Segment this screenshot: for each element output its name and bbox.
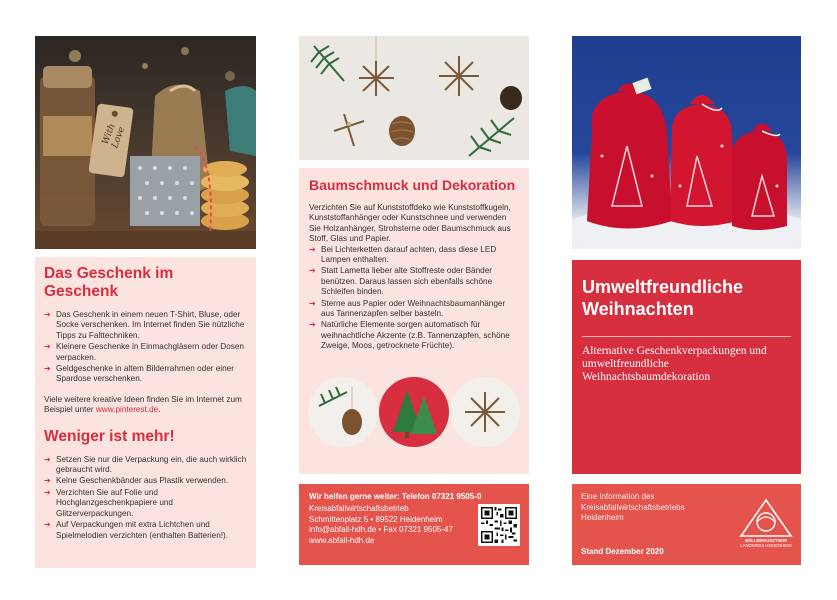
logo-text-2: LANDKREIS HEIDENHEIM [740,543,792,548]
list-item: ➔ Geldgeschenke in altem Bilderrahmen oder einer Spardose verschenken. [44,364,247,385]
logo-text [737,538,795,548]
cover-subtitle: Alternative Geschenkverpackungen und umweltfreundliche Weihnachtsbaumdekoration [582,345,767,383]
ornament-photo-illustration [299,36,529,160]
decoration-circles [307,376,521,448]
list-item: ➔ Verzichten Sie auf Folie und Hochglanzgeschenkpapiere und Glitzerverpackungen. [44,488,247,519]
more-ideas-text [44,395,247,416]
list-item: ➔ Sterne aus Papier oder Weihnachtsbaumanhänger aus Tannenzapfen selber basteln. [309,299,519,320]
section-title-less-is-more: Weniger ist mehr! [44,427,175,445]
logo-graphic [737,498,795,538]
list-item: ➔ Auf Verpackungen mit extra Lichtchen und Spielmelodien verzichten (enthalten Batterien!). [44,520,247,541]
decoration-intro: Verzichten Sie auf Kunststoffdeko wie Kunststoffkugeln, Kunststoffanhänger oder Kunstschnee und verwenden Sie Holzanhänger, Strohsterne oder Baumschmuck aus Stoff, Glas und Papier. [309,203,511,244]
more-ideas-lead: Viele weitere kreative Ideen finden Sie im Internet zum Beispiel unter [44,394,242,415]
issue-date: Stand Dezember 2020 [581,547,664,556]
decoration-bullet-list [309,245,519,352]
list-item: ➔ Das Geschenk in einem neuen T-Shirt, Bluse, oder Socke verschenken. Im Internet finden Sie nützliche Tipps zu Falttechniken. [44,310,247,341]
red-bags-illustration [572,36,801,249]
photo-tag-label: With Love [100,122,128,150]
contact-box [299,484,529,565]
gift-in-gift-panel [35,257,256,568]
contact-address: Schmittenplatz 5 • 89522 Heidenheim [309,514,443,524]
list-item: ➔ Kleinere Geschenke in Einmachgläsern oder Dosen verpacken. [44,342,247,363]
contact-heading: Wir helfen gerne weiter: Telefon 07321 9505-0 [309,492,482,501]
cover-divider [582,336,791,337]
logo-icon [737,498,795,556]
list-item: ➔ Bei Lichterketten darauf achten, dass diese LED Lampen enthalten. [309,245,519,266]
contact-org: Kreisabfallwirtschaftsbetrieb [309,504,409,513]
gift-bullet-list [44,310,247,385]
less-bullet-list [44,455,247,541]
list-item: ➔ Setzen Sie nur die Verpackung ein, die auch wirklich gebraucht wird. [44,455,247,476]
cover-title: Umweltfreundliche Weihnachten [582,277,744,319]
gift-photo-illustration [35,36,256,249]
contact-website[interactable]: www.abfall-hdh.de [309,535,375,545]
logo-text-1: MÜLLBEWUSSTSEIN [744,538,788,543]
pinterest-link[interactable]: www.pinterest.de [95,405,159,415]
qr-code-icon[interactable] [478,504,520,546]
qr-code-graphic [481,507,517,543]
ornament-photo [299,36,529,160]
contact-email-fax[interactable]: info@abfall-hdh.de • Fax 07321 9505-47 [309,525,453,535]
cover-panel [572,260,801,474]
list-item: ➔ Keine Geschenkbänder aus Plastik verwenden. [44,476,247,486]
info-line: Kreisabfallwirtschaftsbetriebs [581,502,685,512]
info-line: Eine Information des [581,492,655,501]
decoration-panel [299,168,529,474]
decoration-circles-illustration [307,376,521,448]
section-title-gift: Das Geschenk im Geschenk [44,265,174,300]
list-item: ➔ Natürliche Elemente sorgen automatisch für weihnachtliche Akzente (z.B. Tannenzapfen, schöne Zweige, Moos, getrocknete Früchte). [309,320,519,351]
gift-photo [35,36,256,249]
info-line: Heidenheim [581,513,624,522]
section-title-decoration: Baumschmuck und Dekoration [309,177,516,193]
red-bags-photo [572,36,801,249]
more-ideas-suffix: . [158,405,161,415]
info-panel [572,484,801,565]
list-item: ➔ Statt Lametta lieber alte Stoffreste oder Bänder benützen. Daraus lassen sich ebenfalls schöne Schleifen binden. [309,266,519,297]
